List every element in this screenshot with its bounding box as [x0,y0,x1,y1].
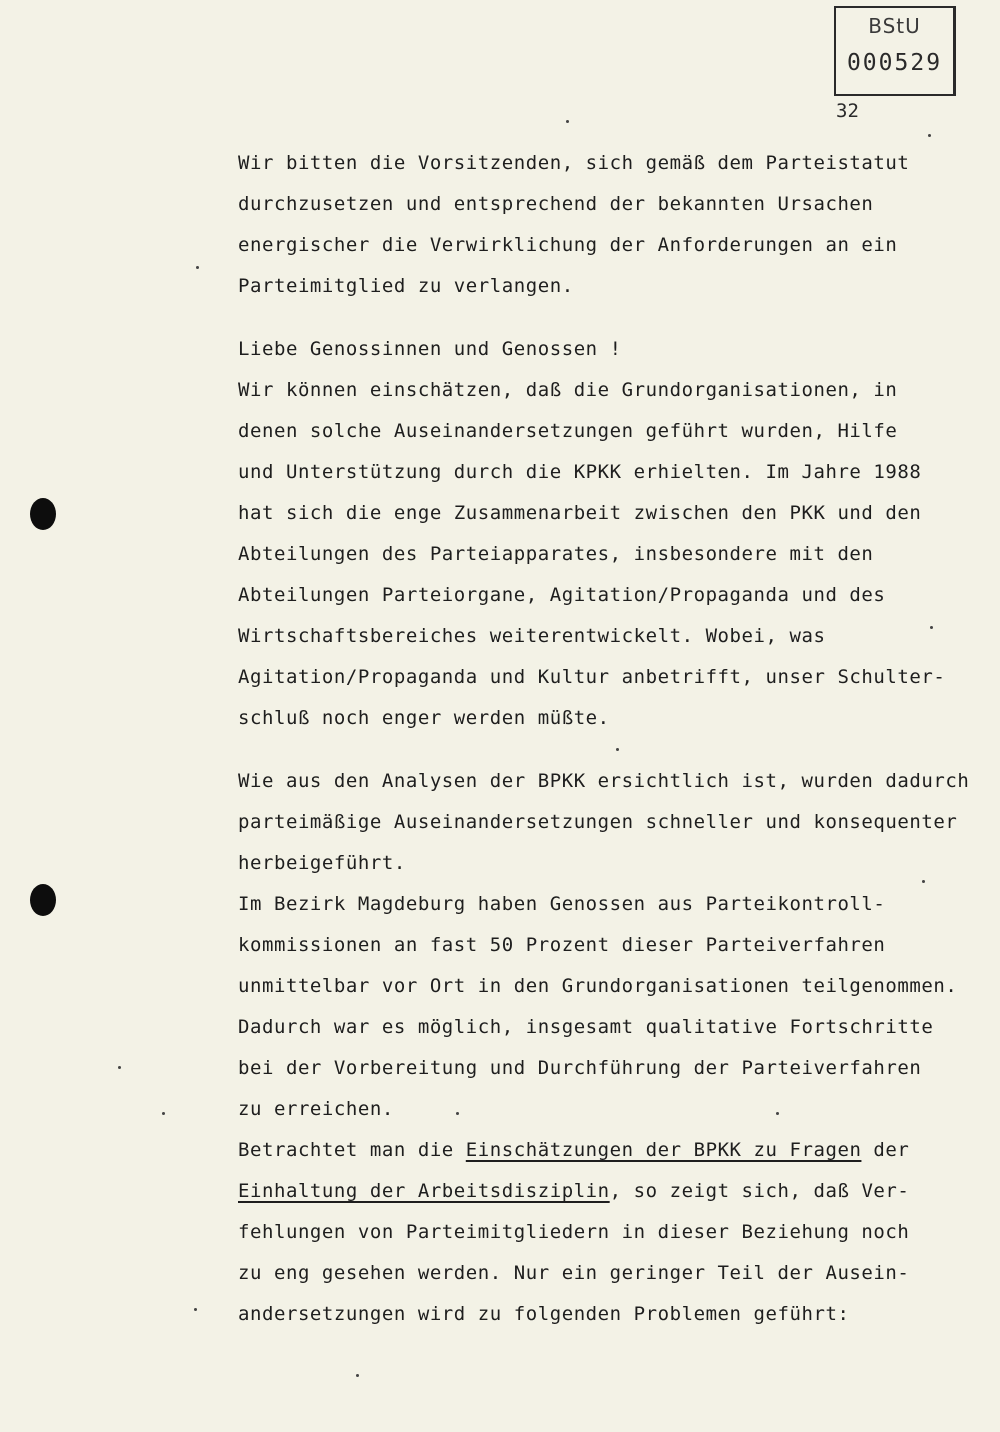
text-line-underlined [238,1138,909,1162]
text-line: unmittelbar vor Ort in den Grundorganisationen teilgenommen. [238,975,958,997]
text-line: Im Bezirk Magdeburg haben Genossen aus Parteikontroll- [238,893,886,915]
text-segment: , so zeigt sich, daß Ver- [609,1180,910,1202]
speck [162,1112,165,1115]
text-line: fehlungen von Parteimitgliedern in dieser Beziehung noch [238,1221,910,1243]
underlined-phrase: Einschätzungen der BPKK zu Fragen [465,1139,862,1161]
stamp-number: 000529 [846,50,943,76]
text-line: Abteilungen Parteiorgane, Agitation/Propaganda und des [238,584,886,606]
speck [566,120,569,123]
underlined-phrase: Einhaltung der Arbeitsdisziplin [238,1180,610,1202]
text-line: energischer die Verwirklichung der Anforderungen an ein [238,234,898,256]
text-line: parteimäßige Auseinandersetzungen schneller und konsequenter [238,811,958,833]
text-line: andersetzungen wird zu folgenden Problemen geführt: [238,1303,850,1325]
text-line: und Unterstützung durch die KPKK erhielten. Im Jahre 1988 [238,461,922,483]
speck [118,1066,121,1069]
text-line: Wirtschaftsbereiches weiterentwickelt. Wobei, was [238,625,826,647]
text-line: bei der Vorbereitung und Durchführung der Parteiverfahren [238,1057,922,1079]
text-line: Agitation/Propaganda und Kultur anbetrifft, unser Schulter- [238,666,946,688]
speck [356,1374,359,1377]
speck [776,1112,779,1115]
text-segment: der [861,1139,910,1161]
speck [930,626,933,629]
text-segment: Betrachtet man die [238,1139,466,1161]
text-line: Parteimitglied zu verlangen. [238,275,574,297]
text-line: Liebe Genossinnen und Genossen ! [238,338,622,360]
speck [196,266,199,269]
page-number: 32 [836,100,859,122]
text-line: zu eng gesehen werden. Nur ein geringer Teil der Ausein- [238,1262,910,1284]
text-line: schluß noch enger werden müßte. [238,707,610,729]
text-line: hat sich die enge Zusammenarbeit zwischen den PKK und den [238,502,922,524]
speck [456,1112,459,1115]
text-line: durchzusetzen und entsprechend der bekannten Ursachen [238,193,874,215]
punch-hole [30,498,56,530]
text-line: zu erreichen. [238,1098,394,1120]
text-line: Dadurch war es möglich, insgesamt qualitative Fortschritte [238,1016,934,1038]
text-line: denen solche Auseinandersetzungen geführt wurden, Hilfe [238,420,898,442]
text-line: Wie aus den Analysen der BPKK ersichtlich ist, wurden dadurch [238,770,970,792]
text-line: Abteilungen des Parteiapparates, insbesondere mit den [238,543,874,565]
speck [922,880,925,883]
text-line: kommissionen an fast 50 Prozent dieser Parteiverfahren [238,934,886,956]
punch-hole [30,884,56,916]
speck [928,134,931,137]
text-line-underlined [238,1179,909,1203]
speck [194,1308,197,1311]
archive-stamp [834,6,956,96]
text-line: Wir bitten die Vorsitzenden, sich gemäß dem Parteistatut [238,152,910,174]
stamp-org: BStU [868,14,921,38]
speck [616,748,619,751]
text-line: herbeigeführt. [238,852,406,874]
text-line: Wir können einschätzen, daß die Grundorganisationen, in [238,379,898,401]
